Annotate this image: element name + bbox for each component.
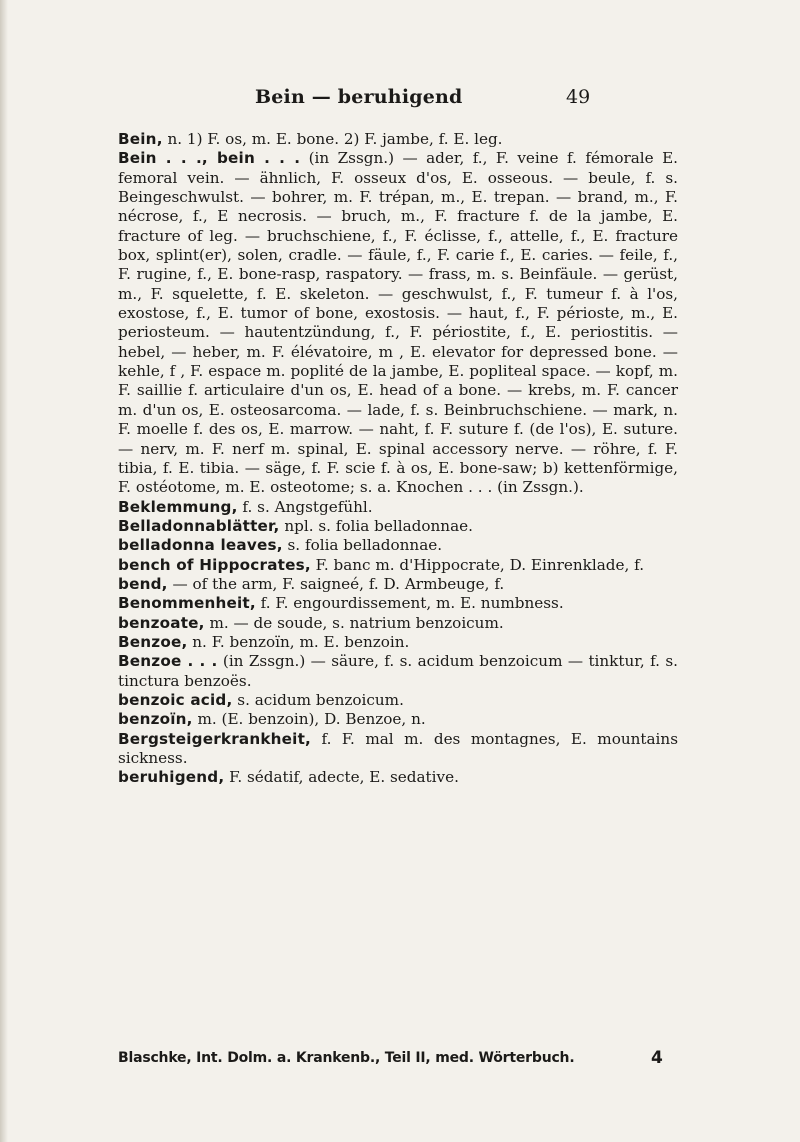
running-title: Bein — beruhigend: [255, 86, 463, 108]
entry-definition: n. 1) F. os, m. E. bone. 2) F. jambe, f. E. leg.: [162, 130, 503, 148]
entry-bench-of-hippocrates: [118, 556, 678, 575]
entry-headword: bend,: [118, 574, 168, 593]
entry-headword: Belladonnablätter,: [118, 516, 280, 535]
entry-belladonnablaetter: [118, 517, 678, 536]
entry-headword: beruhigend,: [118, 768, 225, 787]
source-line: Blaschke, Int. Dolm. a. Krankenb., Teil II, med. Wörterbuch.: [118, 1050, 575, 1066]
page-edge-shadow: [0, 0, 8, 1142]
entry-bein: [118, 130, 678, 149]
entry-definition: n. F. benzoïn, m. E. benzoin.: [187, 632, 410, 651]
page-footer: [118, 1050, 678, 1066]
entry-headword: Benommenheit,: [118, 594, 256, 613]
entry-headword: Bein,: [118, 130, 163, 148]
entry-definition: f. s. Angstgefühl.: [237, 497, 373, 516]
entry-beklemmung: [118, 498, 678, 517]
entry-definition: f. F. engourdissement, m. E. numbness.: [255, 594, 564, 613]
entry-definition: s. folia belladonnae.: [282, 536, 443, 555]
entry-headword: bench of Hippocrates,: [118, 555, 311, 574]
entry-definition: npl. s. folia belladonnae.: [279, 516, 473, 535]
dictionary-entries: [118, 130, 678, 788]
entry-headword: Bein . . ., bein . . .: [118, 149, 301, 168]
entry-headword: Beklemmung,: [118, 497, 238, 516]
entry-benzoic-acid: [118, 691, 678, 710]
entry-headword: Benzoe . . .: [118, 652, 218, 671]
entry-headword: benzoic acid,: [118, 690, 233, 709]
page-number: 49: [566, 86, 591, 108]
entry-bergsteigerkrankheit: [118, 730, 678, 769]
entry-belladonna-leaves: [118, 536, 678, 555]
entry-definition: (in Zssgn.) — säure, f. s. acidum benzoicum — tinktur, f. s. tinctura benzoës.: [118, 652, 678, 690]
entry-benommenheit: [118, 594, 678, 613]
entry-beruhigend: [118, 768, 678, 787]
entry-benzoe-compounds: [118, 652, 678, 691]
entry-definition: F. banc m. d'Hippocrate, D. Einrenklade, f.: [310, 555, 645, 574]
entry-benzoe: [118, 633, 678, 652]
entry-definition: F. sédatif, adecte, E. sedative.: [224, 768, 459, 787]
entry-bein-compounds: [118, 149, 678, 497]
entry-benzoin: [118, 710, 678, 729]
entry-headword: belladonna leaves,: [118, 536, 283, 555]
entry-definition: s. acidum benzoicum.: [232, 690, 404, 709]
entry-bend: [118, 575, 678, 594]
entry-headword: Bergsteigerkrankheit,: [118, 729, 312, 748]
entry-headword: benzoïn,: [118, 710, 193, 729]
entry-definition: m. — de soude, s. natrium benzoicum.: [204, 613, 504, 632]
entry-definition: (in Zssgn.) — ader, f., F. veine f. fémorale E. femoral vein. — ähnlich, F. osseux d'os, E. osseous. — beule, f. s. Beingeschwulst. — bohrer, m. F. trépan, m., E. trepan. — brand, m., F. nécrose, f., E necrosis. — bruch, m., F. fracture f. de la jambe, E. fracture of leg. — bruchschiene, f., F. éclisse, f., attelle, f., E. fracture box, splint(er), solen, cradle. — fäule, f., F. carie f., E. caries. — feile, f., F. rugine, f., E. bone-rasp, raspatory. — frass, m. s. Beinfäule. — gerüst, m., F. squelette, f. E. skeleton. — geschwulst, f., F. tumeur f. à l'os, exostose, f., E. tumor of bone, exostosis. — haut, f., F. périoste, m., E. periosteum. — hautentzündung, f., F. périostite, f., E. periostitis. — hebel, — heber, m. F. élévatoire, m , E. elevator for depressed bone. — kehle, f , F. espace m. poplité de la jambe, E. popliteal space. — kopf, m. F. saillie f. articulaire d'un os, E. head of a bone. — krebs, m. F. cancer m. d'un os, E. osteosarcoma. — lade, f. s. Beinbruchschiene. — mark, n. F. moelle f. des os, E. marrow. — naht, f. F. suture f. (de l'os), E. suture. — nerv, m. F. nerf m. spinal, E. spinal accessory nerve. — röhre, f. F. tibia, f. E. tibia. — säge, f. F. scie f. à os, E. bone-saw; b) kettenförmige, F. ostéotome, m. E. osteotome; s. a. Knochen . . . (in Zssgn.).: [118, 149, 678, 497]
entry-definition: m. (E. benzoin), D. Benzoe, n.: [192, 710, 426, 729]
signature-mark: 4: [651, 1048, 663, 1068]
entry-definition: — of the arm, F. saigneé, f. D. Armbeuge, f.: [167, 574, 505, 593]
entry-headword: Benzoe,: [118, 632, 188, 651]
entry-definition: f. F. mal m. des montagnes, E. mountains sickness.: [118, 729, 678, 767]
entry-benzoate: [118, 614, 678, 633]
entry-headword: benzoate,: [118, 613, 205, 632]
running-header: [0, 86, 800, 116]
